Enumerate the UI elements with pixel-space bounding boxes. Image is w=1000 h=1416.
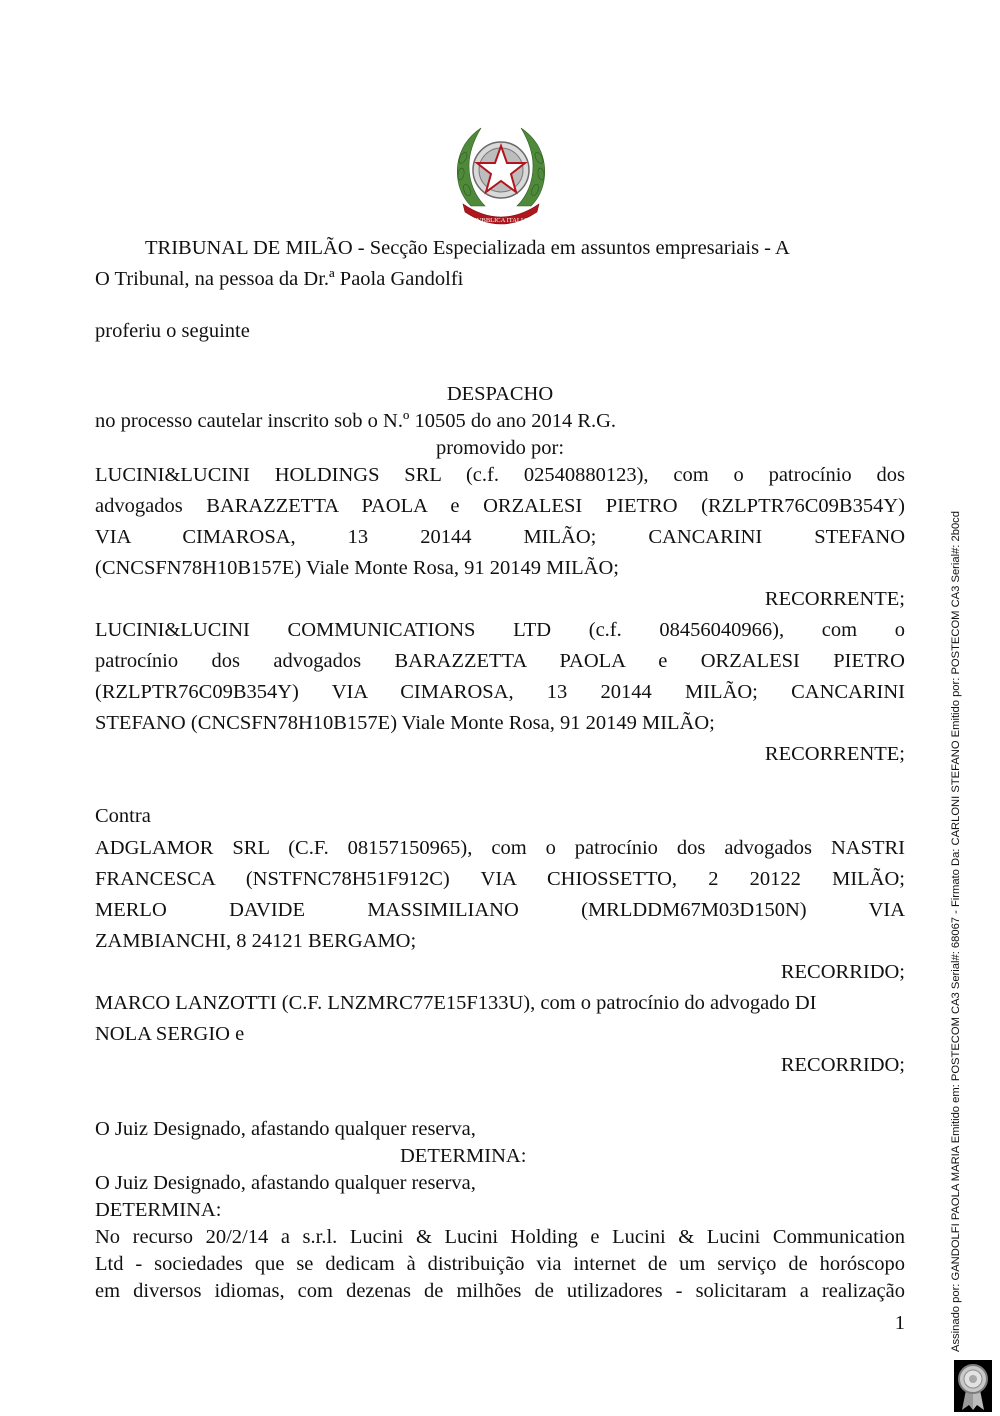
respondent-1-role: RECORRIDO; <box>780 961 905 983</box>
determines-heading: DETERMINA: <box>95 1199 222 1221</box>
ruling-body-line: em diversos idiomas, com dezenas de milhões de utilizadores - solicitaram a realização <box>95 1280 905 1302</box>
ruling-body-line: No recurso 20/2/14 a s.r.l. Lucini & Lucini Holding e Lucini & Lucini Communication <box>95 1226 905 1248</box>
promoted-by: promovido por: <box>435 437 565 459</box>
respondent-2-line: NOLA SERGIO e <box>95 1023 245 1045</box>
signature-stamp: Assinado por: GANDOLFI PAOLA MARIA Emitido em: POSTECOM CA3 Serial#: 68067 - Firmato Da: CARLONI STEFANO Emitido por: POSTECOM CA3 Serial#: 2b0cd <box>950 511 962 1352</box>
judge-line: O Tribunal, na pessoa da Dr.ª Paola Gandolfi <box>95 268 464 290</box>
page-number: 1 <box>894 1312 905 1334</box>
against-line: Contra <box>95 805 151 827</box>
appellant-2-line: STEFANO (CNCSFN78H10B157E) Viale Monte Rosa, 91 20149 MILÃO; <box>95 712 715 734</box>
respondent-1-line: ADGLAMOR SRL (C.F. 08157150965), com o patrocínio dos advogados NASTRI <box>95 837 905 859</box>
ruling-body-line: Ltd - sociedades que se dedicam à distribuição via internet de um serviço de horóscopo <box>95 1253 905 1275</box>
appellant-1-line: (CNCSFN78H10B157E) Viale Monte Rosa, 91 20149 MILÃO; <box>95 557 619 579</box>
respondent-1-line: FRANCESCA (NSTFNC78H51F912C) VIA CHIOSSETTO, 2 20122 MILÃO; <box>95 868 905 890</box>
decision-title: DESPACHO <box>446 383 554 405</box>
italian-republic-emblem <box>449 118 553 230</box>
determines-heading: DETERMINA: <box>400 1145 527 1167</box>
appellant-1-line: advogados BARAZZETTA PAOLA e ORZALESI PIETRO (RZLPTR76C09B354Y) <box>95 495 905 517</box>
judge-designated-line: O Juiz Designado, afastando qualquer reserva, <box>95 1118 476 1140</box>
respondent-1-line: ZAMBIANCHI, 8 24121 BERGAMO; <box>95 930 417 952</box>
respondent-1-line: MERLO DAVIDE MASSIMILIANO (MRLDDM67M03D150N) VIA <box>95 899 905 921</box>
respondent-2-role: RECORRIDO; <box>780 1054 905 1076</box>
appellant-1-line: VIA CIMAROSA, 13 20144 MILÃO; CANCARINI STEFANO <box>95 526 905 548</box>
case-number-line: no processo cautelar inscrito sob o N.º 10505 do ano 2014 R.G. <box>95 410 617 432</box>
emblem-motto: REPVBBLICA ITALIANA <box>464 217 538 224</box>
appellant-2-line: (RZLPTR76C09B354Y) VIA CIMAROSA, 13 20144 MILÃO; CANCARINI <box>95 681 905 703</box>
intro-line: proferiu o seguinte <box>95 320 250 342</box>
digital-signature-seal-icon <box>954 1360 992 1412</box>
appellant-2-line: patrocínio dos advogados BARAZZETTA PAOLA e ORZALESI PIETRO <box>95 650 905 672</box>
appellant-2-role: RECORRENTE; <box>764 743 905 765</box>
appellant-1-role: RECORRENTE; <box>764 588 905 610</box>
judge-designated-line: O Juiz Designado, afastando qualquer reserva, <box>95 1172 476 1194</box>
court-heading: TRIBUNAL DE MILÃO - Secção Especializada em assuntos empresariais - A <box>145 237 790 259</box>
appellant-2-line: LUCINI&LUCINI COMMUNICATIONS LTD (c.f. 08456040966), com o <box>95 619 905 641</box>
respondent-2-line: MARCO LANZOTTI (C.F. LNZMRC77E15F133U), com o patrocínio do advogado DI <box>95 992 817 1014</box>
appellant-1-line: LUCINI&LUCINI HOLDINGS SRL (c.f. 02540880123), com o patrocínio dos <box>95 464 905 486</box>
